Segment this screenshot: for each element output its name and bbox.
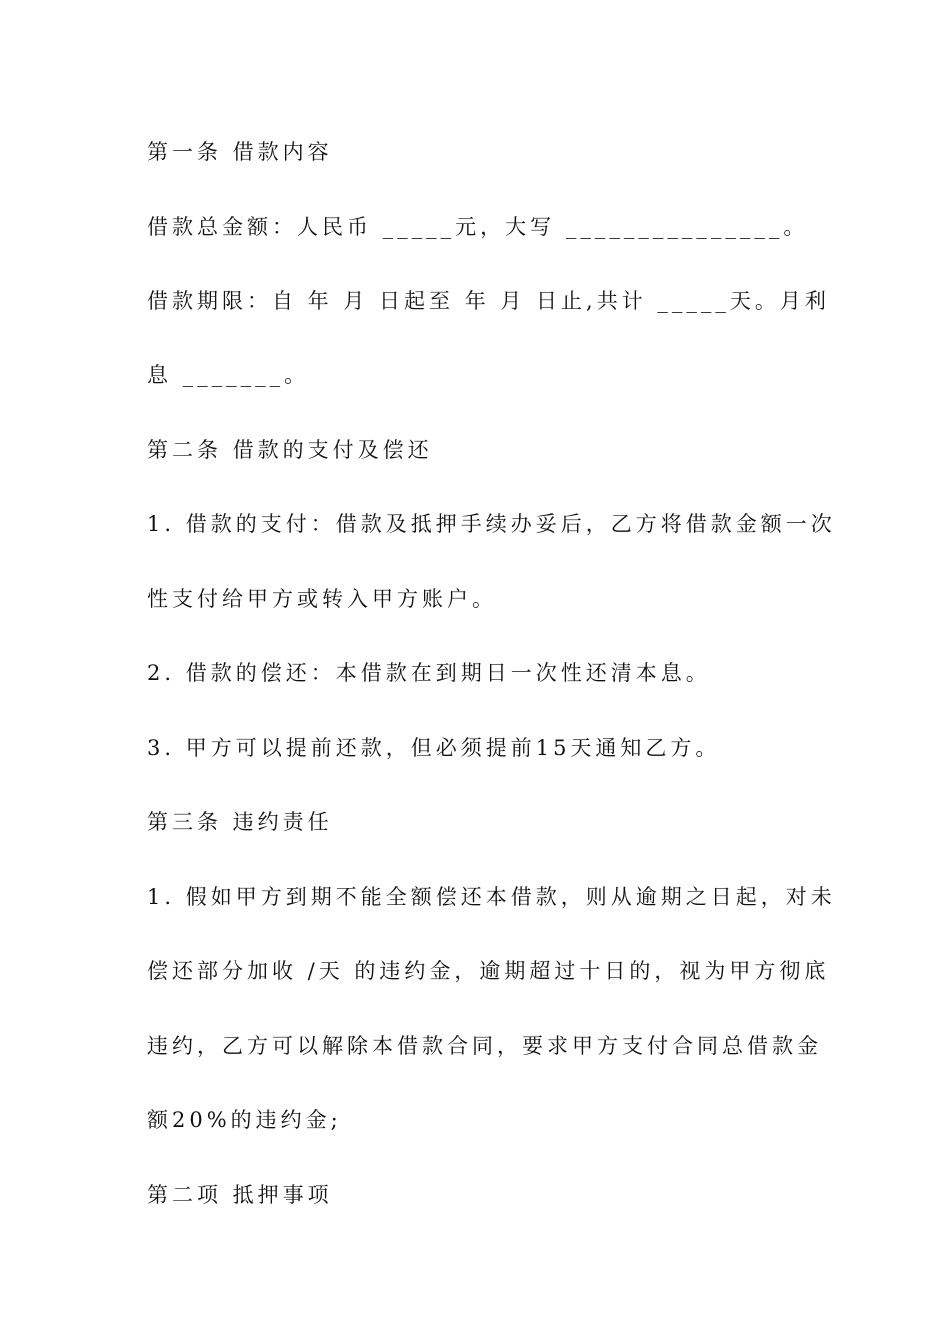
text-line: 1. 借款的支付：借款及抵押手续办妥后，乙方将借款金额一次: [147, 512, 836, 536]
section-heading-2: 第二条 借款的支付及偿还: [147, 438, 433, 462]
text-line: 偿还部分加收 /天 的违约金，逾期超过十日的，视为甲方彻底: [147, 959, 830, 983]
text-line: 额20%的违约金;: [147, 1108, 342, 1132]
section-heading-3: 第三条 违约责任: [147, 810, 333, 834]
text-line: 1. 假如甲方到期不能全额偿还本借款，则从逾期之日起，对未: [147, 885, 836, 909]
text-line: 违约，乙方可以解除本借款合同，要求甲方支付合同总借款金: [147, 1034, 822, 1058]
text-line: 借款总金额：人民币 _____元，大写 _______________。: [147, 215, 809, 239]
text-line: 借款期限：自 年 月 日起至 年 月 日止,共计 _____天。月利: [147, 289, 830, 313]
text-line: 息 _______。: [147, 363, 310, 387]
section-heading-4: 第二项 抵押事项: [147, 1183, 333, 1207]
text-line: 2. 借款的偿还：本借款在到期日一次性还清本息。: [147, 661, 711, 685]
text-line: 3. 甲方可以提前还款，但必须提前15天通知乙方。: [147, 736, 721, 760]
text-line: 性支付给甲方或转入甲方账户。: [147, 587, 497, 611]
section-heading-1: 第一条 借款内容: [147, 140, 333, 164]
